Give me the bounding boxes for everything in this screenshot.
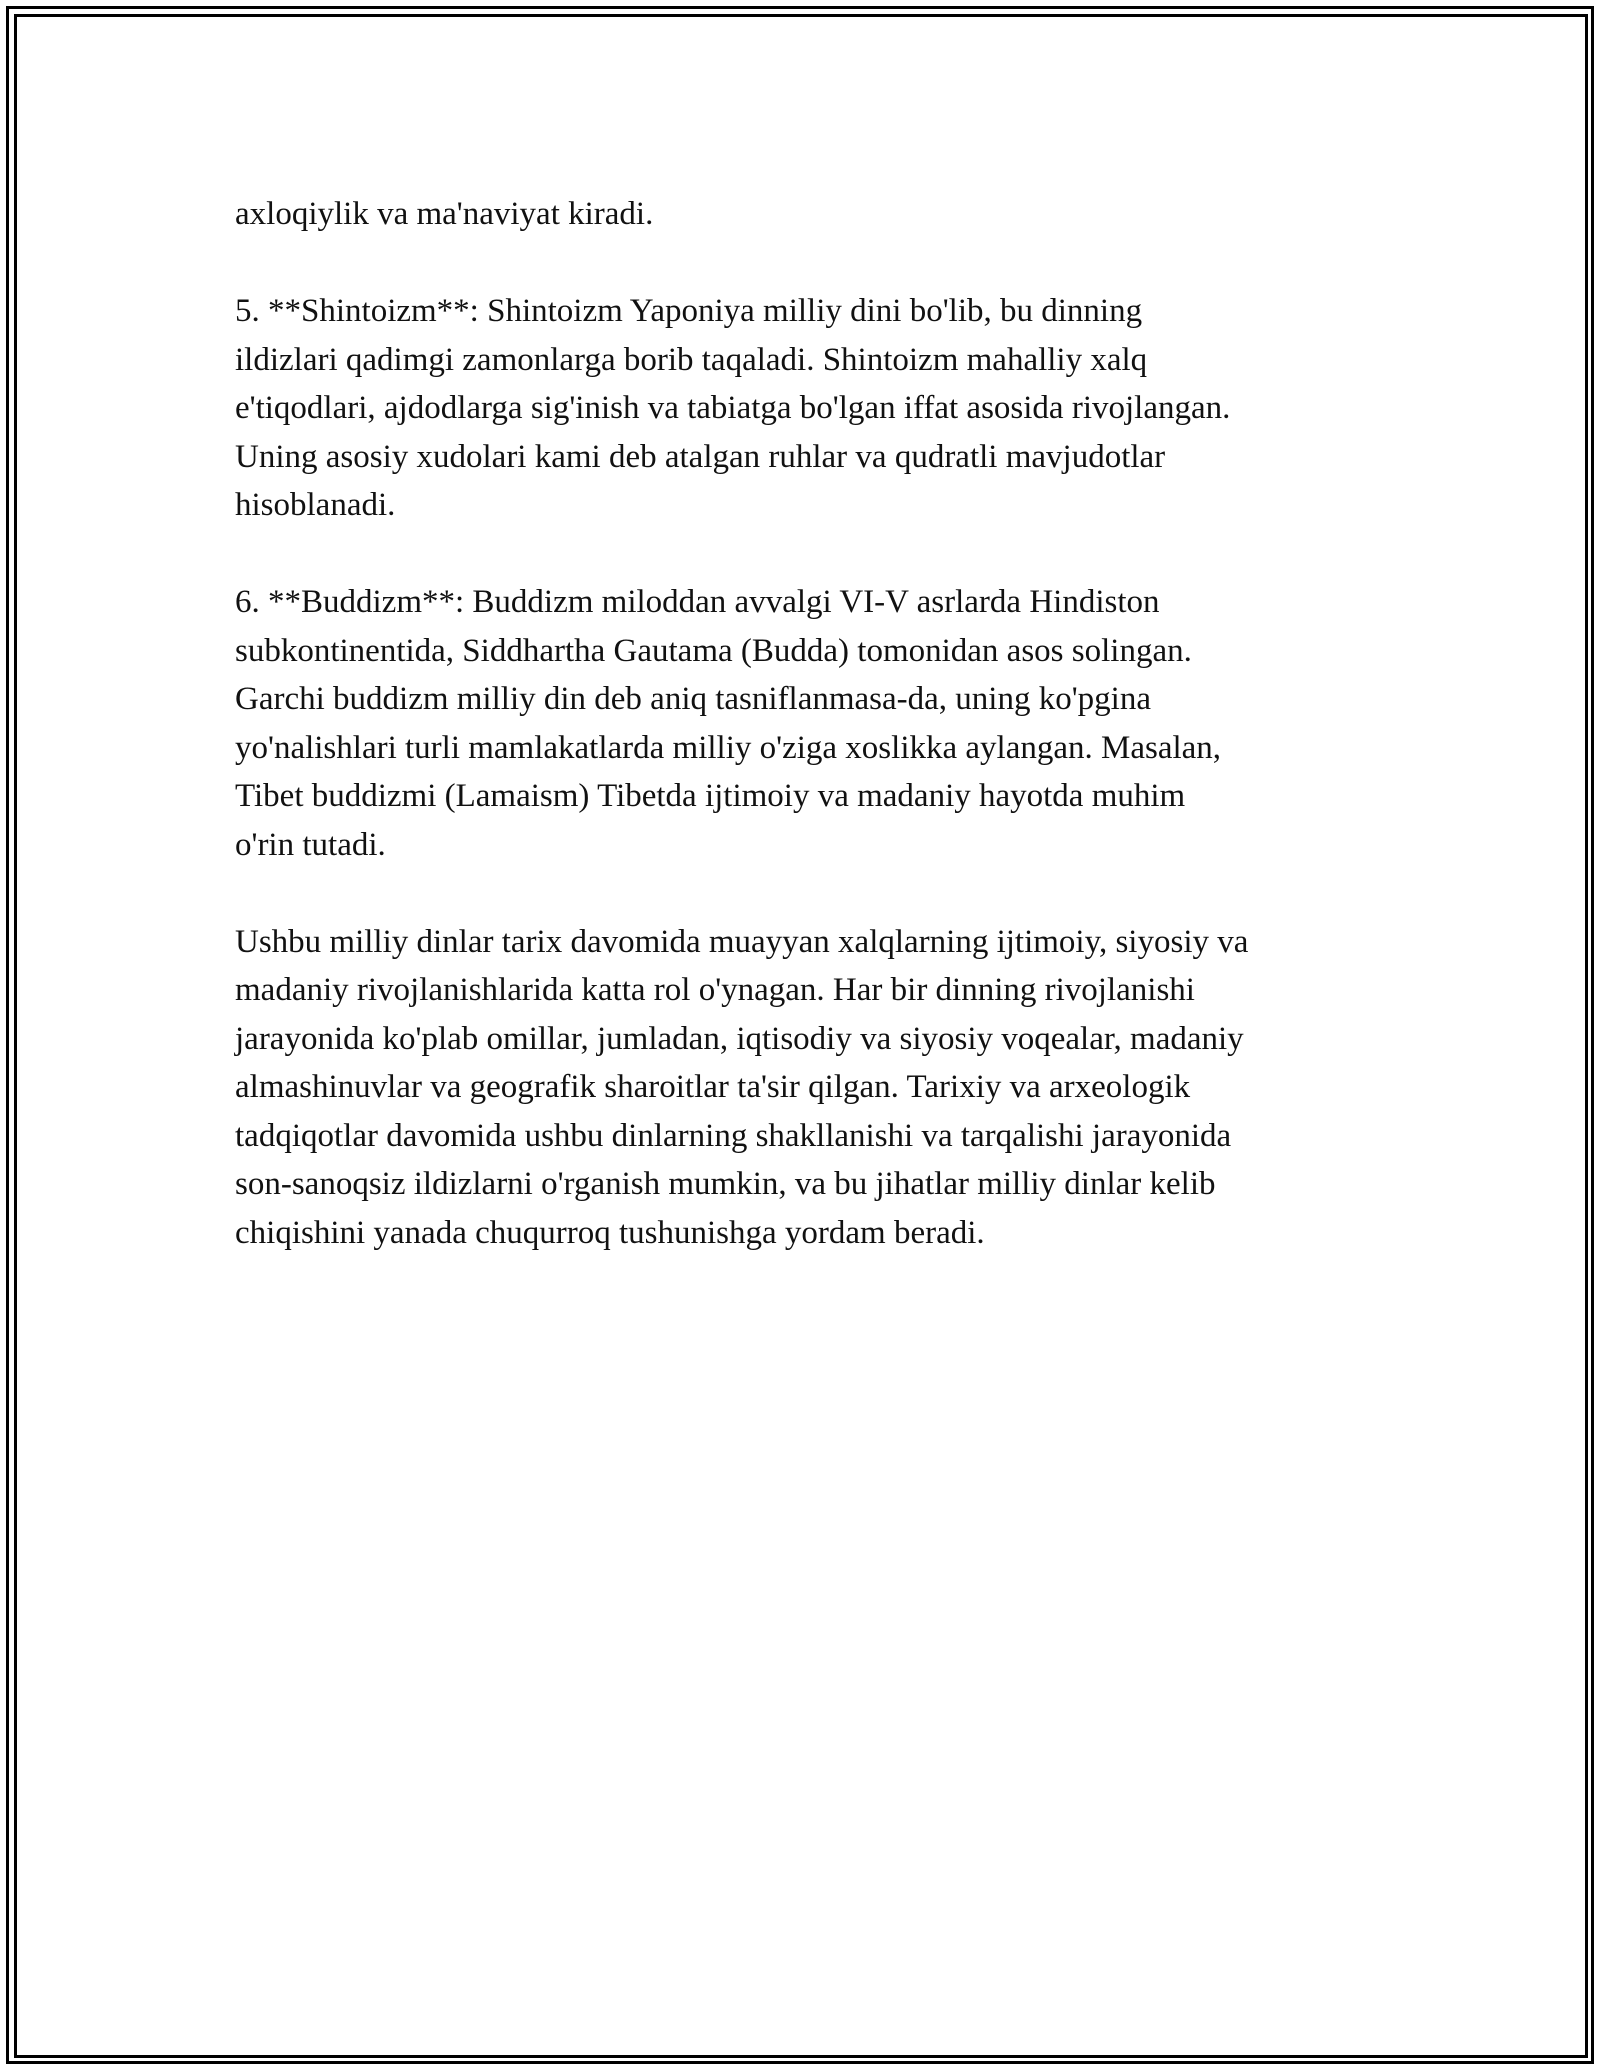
text-line: chiqishini yanada chuqurroq tushunishga yordam beradi.: [235, 1214, 985, 1251]
text-line: subkontinentida, Siddhartha Gautama (Budda) tomonidan asos solingan.: [235, 632, 1192, 669]
paragraph-conclusion: [235, 918, 1385, 1258]
text-line: 6. **Buddizm**: Buddizm miloddan avvalgi VI-V asrlarda Hindiston: [235, 584, 1160, 620]
paragraph-intro-continuation: [235, 190, 1385, 239]
text-line: 5. **Shintoizm**: Shintoizm Yaponiya milliy dini bo'lib, bu dinning: [235, 293, 1143, 329]
text-line: Garchi buddizm milliy din deb aniq tasniflanmasa-da, uning ko'pgina: [235, 681, 1151, 717]
text-line: e'tiqodlari, ajdodlarga sig'inish va tabiatga bo'lgan iffat asosida rivojlangan.: [235, 390, 1231, 426]
text-line: ildizlari qadimgi zamonlarga borib taqaladi. Shintoizm mahalliy xalq: [235, 341, 1148, 378]
text-line: jarayonida ko'plab omillar, jumladan, iqtisodiy va siyosiy voqealar, madaniy: [235, 1020, 1244, 1057]
paragraph-buddizm: [235, 578, 1385, 869]
text-line: son-sanoqsiz ildizlarni o'rganish mumkin, va bu jihatlar milliy dinlar kelib: [235, 1166, 1216, 1202]
text-line: yo'nalishlari turli mamlakatlarda milliy o'ziga xoslikka aylangan. Masalan,: [235, 729, 1222, 766]
text-line: Ushbu milliy dinlar tarix davomida muayyan xalqlarning ijtimoiy, siyosiy va: [235, 923, 1249, 960]
text-line: hisoblanadi.: [235, 487, 396, 523]
text-line: madaniy rivojlanishlarida katta rol o'ynagan. Har bir dinning rivojlanishi: [235, 972, 1195, 1008]
document-body: [235, 190, 1385, 1306]
text-line: Tibet buddizmi (Lamaism) Tibetda ijtimoiy va madaniy hayotda muhim: [235, 778, 1186, 814]
text-line: tadqiqotlar davomida ushbu dinlarning shakllanishi va tarqalishi jarayonida: [235, 1117, 1232, 1154]
text-line: axloqiylik va ma'naviyat kiradi.: [235, 196, 654, 232]
paragraph-shintoizm: [235, 287, 1385, 530]
text-line: Uning asosiy xudolari kami deb atalgan ruhlar va qudratli mavjudotlar: [235, 438, 1166, 475]
text-line: o'rin tutadi.: [235, 826, 386, 863]
text-line: almashinuvlar va geografik sharoitlar ta'sir qilgan. Tarixiy va arxeologik: [235, 1069, 1191, 1105]
